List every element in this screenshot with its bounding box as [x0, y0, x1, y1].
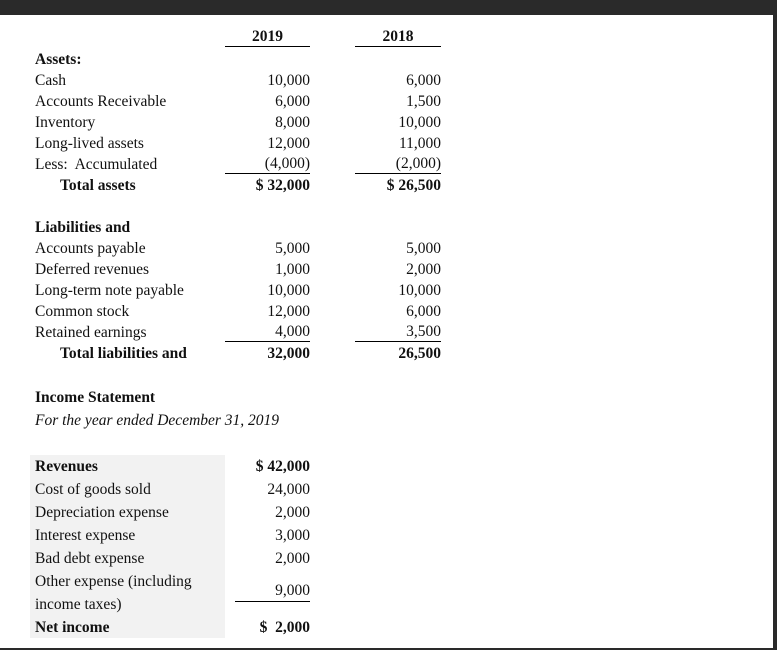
window-top-bar: [0, 0, 777, 15]
asset-value-2018: 1,500: [406, 93, 441, 110]
asset-value-2019: 12,000: [267, 135, 310, 152]
asset-value-2019: 6,000: [275, 93, 310, 110]
total-liabilities-2018: 26,500: [398, 345, 441, 362]
asset-label: Long-lived assets: [35, 135, 144, 152]
net-income-label: Net income: [35, 619, 110, 636]
liability-value-2019: 12,000: [267, 303, 310, 320]
total-assets-2019: $ 32,000: [255, 177, 310, 194]
asset-value-2018: (2,000): [355, 155, 441, 174]
asset-value-2019: 8,000: [275, 114, 310, 131]
liability-value-2018: 2,000: [406, 261, 441, 278]
financial-document: [0, 15, 773, 648]
income-row-value: 24,000: [267, 481, 310, 498]
income-row-value: 3,000: [275, 527, 310, 544]
income-row-value: $ 42,000: [255, 458, 310, 475]
asset-label: Inventory: [35, 114, 96, 131]
income-row-label: Other expense (including: [35, 573, 192, 590]
liability-value-2018: 6,000: [406, 303, 441, 320]
income-row-label: Bad debt expense: [35, 550, 145, 567]
liability-value-2019: 4,000: [225, 323, 310, 342]
income-statement-subtitle: For the year ended December 31, 2019: [35, 412, 280, 429]
net-income-value: $ 2,000: [259, 619, 310, 636]
liability-value-2019: 10,000: [267, 282, 310, 299]
year-header-2019: 2019: [225, 28, 310, 47]
liability-label: Common stock: [35, 303, 130, 320]
asset-label: Accounts Receivable: [35, 93, 167, 110]
asset-label: Cash: [35, 72, 66, 89]
total-assets-label: Total assets: [60, 177, 136, 194]
total-liabilities-label: Total liabilities and: [60, 345, 187, 362]
income-row-value: 9,000: [235, 581, 310, 602]
total-liabilities-2019: 32,000: [267, 345, 310, 362]
income-row-label: Interest expense: [35, 527, 136, 544]
liability-label: Deferred revenues: [35, 261, 150, 278]
asset-value-2018: 10,000: [398, 114, 441, 131]
asset-value-2018: 6,000: [406, 72, 441, 89]
year-header-2018: 2018: [355, 28, 441, 47]
liability-label: Retained earnings: [35, 324, 147, 341]
liability-label: Long-term note payable: [35, 282, 184, 299]
income-row-label: Depreciation expense: [35, 504, 169, 521]
asset-value-2019: 10,000: [267, 72, 310, 89]
income-row-value: 2,000: [275, 504, 310, 521]
income-statement-title: Income Statement: [35, 389, 156, 406]
total-assets-2018: $ 26,500: [386, 177, 441, 194]
window-right-edge: [773, 0, 777, 650]
liability-value-2019: 5,000: [275, 240, 310, 257]
income-row-label-continued: income taxes): [35, 596, 122, 613]
liability-value-2018: 3,500: [355, 323, 441, 342]
liabilities-heading: Liabilities and: [35, 219, 131, 236]
assets-heading: Assets:: [35, 51, 82, 68]
income-row-value: 2,000: [275, 550, 310, 567]
asset-label: Less: Accumulated: [35, 156, 158, 173]
liability-value-2018: 10,000: [398, 282, 441, 299]
liability-value-2019: 1,000: [275, 261, 310, 278]
liability-value-2018: 5,000: [406, 240, 441, 257]
income-row-label: Cost of goods sold: [35, 481, 151, 498]
income-row-label: Revenues: [35, 458, 98, 475]
liability-label: Accounts payable: [35, 240, 146, 257]
asset-value-2018: 11,000: [398, 135, 441, 152]
asset-value-2019: (4,000): [225, 155, 310, 174]
